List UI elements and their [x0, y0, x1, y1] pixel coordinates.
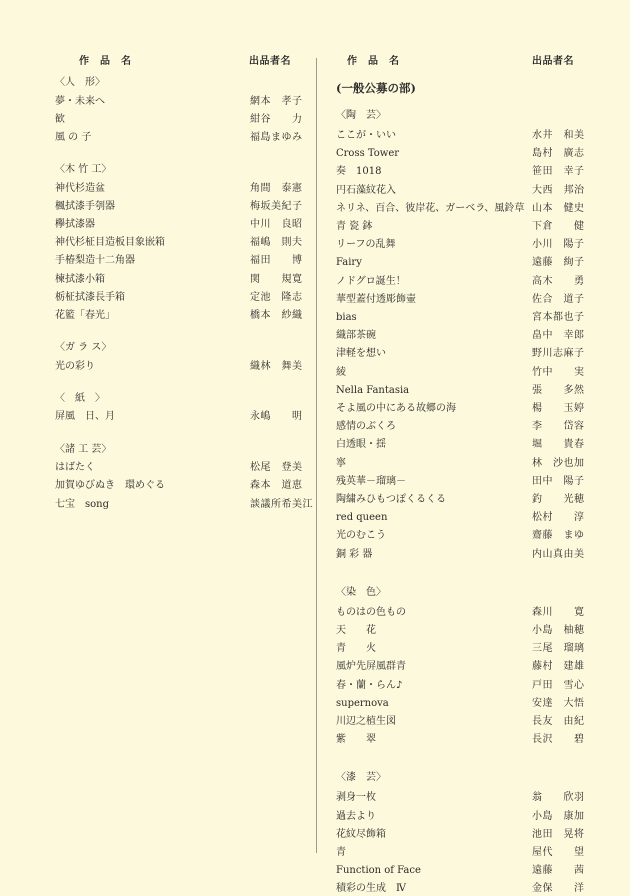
exhibitor-name: 遠藤 茜 — [532, 865, 585, 877]
entry-row — [336, 492, 586, 507]
exhibitor-name: 下倉 健 — [532, 221, 585, 232]
entry-row — [336, 510, 586, 525]
work-title: 屏風 日、月 — [55, 411, 115, 423]
work-title: ものはの色もの — [336, 606, 406, 618]
entry-row — [336, 292, 586, 307]
category-heading: 〈 紙 〉 — [55, 392, 105, 404]
category-heading: 〈木 竹 工〉 — [55, 164, 112, 176]
entry-row — [336, 237, 586, 252]
exhibitor-name: 池田 晃将 — [532, 828, 585, 840]
work-title: 円石藻紋花入 — [336, 184, 396, 196]
work-title: 歓 — [55, 113, 65, 125]
work-title: 綾 — [336, 366, 346, 378]
work-title: 華型蓋付透彫飾壷 — [336, 293, 416, 305]
exhibitor-name: 野川志麻子 — [532, 348, 585, 360]
work-title-header: 作 品 名 — [347, 56, 400, 67]
exhibitor-name: 小島 柚穂 — [532, 625, 585, 636]
exhibitor-name: 長沢 碧 — [532, 734, 585, 746]
work-title: 白透眼・揺 — [336, 439, 386, 451]
exhibitor-header: 出品者名 — [249, 56, 291, 67]
entry-row — [55, 308, 305, 323]
category-heading: 〈染 色〉 — [336, 586, 386, 598]
exhibitor-name: 遠藤 絢子 — [532, 257, 585, 269]
work-title: 織部茶碗 — [336, 330, 376, 342]
work-title: red queen — [336, 512, 388, 524]
work-title: 感情のぶくろ — [336, 421, 396, 433]
category-heading: 〈ガ ラ ス〉 — [55, 342, 112, 354]
exhibitor-name: 翁 欣羽 — [532, 792, 585, 804]
exhibitor-name: 関 規寛 — [250, 273, 303, 285]
entry-row — [336, 456, 586, 471]
exhibitor-name: 金保 洋 — [532, 883, 585, 895]
work-title: 神代杉柾目造板目象嵌箱 — [55, 237, 165, 249]
work-title: はばたく — [55, 462, 95, 474]
work-title: 天 花 — [336, 625, 376, 636]
exhibitor-name: 福田 博 — [250, 255, 303, 267]
exhibitor-name: 佐合 道子 — [532, 293, 585, 305]
work-title: 花紋尽飾箱 — [336, 828, 386, 840]
work-title-header: 作 品 名 — [79, 56, 132, 67]
entry-row — [336, 547, 586, 562]
entry-row — [336, 346, 586, 361]
exhibitor-name: 紺谷 力 — [250, 113, 303, 125]
entry-row — [336, 383, 586, 398]
work-title: 陶繍みひもつぽくるくる — [336, 494, 446, 505]
entry-row — [336, 809, 586, 824]
column-divider — [316, 58, 317, 853]
exhibitor-name: 藤村 建雄 — [532, 661, 585, 673]
exhibitor-name: 中川 良昭 — [250, 219, 303, 230]
exhibitor-name: 永嶋 明 — [250, 411, 303, 423]
entry-row — [336, 437, 586, 452]
category-heading: 〈陶 芸〉 — [336, 110, 386, 121]
exhibitor-name: 林 沙也加 — [532, 457, 585, 469]
entry-row — [336, 310, 586, 325]
category-heading: 〈漆 芸〉 — [336, 772, 386, 784]
work-title: リーフの乱舞 — [336, 239, 396, 251]
exhibitor-name: 森川 寛 — [532, 606, 585, 618]
entry-row — [336, 419, 586, 434]
work-title: 春・蘭・らん♪ — [336, 679, 403, 691]
work-title: 川辺之植生図 — [336, 716, 396, 727]
entry-row — [336, 274, 586, 289]
entry-row — [55, 272, 305, 287]
exhibitor-name: 内山真由美 — [532, 548, 585, 560]
work-title: 欅拭漆器 — [55, 219, 95, 230]
entry-row — [336, 881, 586, 896]
entry-row — [336, 201, 586, 216]
work-title: 青 火 — [336, 643, 376, 655]
exhibitor-name: 小島 康加 — [532, 810, 585, 822]
work-title: 風炉先屏風群青 — [336, 661, 406, 673]
entry-row — [55, 181, 305, 196]
exhibitor-name: 談議所希美江 — [250, 498, 313, 510]
entry-row — [336, 641, 586, 656]
section-title: (一般公募の部) — [336, 81, 416, 95]
exhibitor-name: 山本 健史 — [532, 202, 585, 214]
work-title: Nella Fantasia — [336, 384, 410, 396]
work-title: 寧 — [336, 457, 346, 469]
exhibitor-name: 屋代 望 — [532, 847, 585, 858]
work-title: ここが・いい — [336, 130, 396, 141]
category-heading: 〈諸 工 芸〉 — [55, 443, 112, 455]
work-title: ノドグロ誕生！ — [336, 275, 406, 287]
work-title: Function of Face — [336, 865, 421, 877]
exhibitor-name: 高木 勇 — [532, 275, 585, 287]
exhibitor-name: 楊 玉婷 — [532, 403, 585, 414]
entry-row — [55, 478, 305, 493]
exhibitor-name: 角間 泰憲 — [250, 182, 303, 194]
work-title: 夢・未来へ — [55, 95, 105, 107]
exhibitor-name: 釣 光穂 — [532, 494, 585, 505]
work-title: 楝拭漆小箱 — [55, 273, 105, 285]
exhibitor-name: 畠中 幸郎 — [532, 330, 585, 342]
work-title: 楓拭漆手刳器 — [55, 200, 115, 212]
entry-row — [55, 94, 305, 109]
entry-row — [336, 790, 586, 805]
entry-row — [336, 183, 586, 198]
work-title: 七宝 song — [55, 498, 109, 510]
work-title: 神代杉造盆 — [55, 182, 105, 194]
work-title: 積彩の生成 Ⅳ — [336, 883, 406, 895]
work-title: 銅 彩 器 — [336, 548, 373, 560]
exhibitor-name: 長友 由紀 — [532, 716, 585, 727]
work-title: 光の彩り — [55, 360, 95, 372]
work-title: 青 瓷 鉢 — [336, 221, 373, 232]
entry-row — [336, 128, 586, 143]
entry-row — [336, 678, 586, 693]
work-title: 残英華－瑠璃－ — [336, 475, 406, 487]
exhibitor-name: 笹田 幸子 — [532, 166, 585, 178]
exhibitor-name: 水井 和美 — [532, 130, 585, 141]
entry-row — [55, 235, 305, 250]
exhibitor-name: 張 多然 — [532, 384, 585, 396]
work-title: Fairy — [336, 257, 362, 269]
entry-row — [55, 217, 305, 232]
work-title: そよ風の中にある故郷の海 — [336, 403, 456, 414]
work-title: supernova — [336, 697, 389, 709]
exhibitor-name: 大西 邦治 — [532, 184, 585, 196]
entry-row — [336, 605, 586, 620]
entry-row — [336, 146, 586, 161]
exhibitor-name: 戸田 雪心 — [532, 679, 585, 691]
exhibitor-name: 安達 大悟 — [532, 697, 585, 709]
entry-row — [55, 253, 305, 268]
category-heading: 〈人 形〉 — [55, 77, 105, 88]
exhibitor-name: 竹中 実 — [532, 366, 585, 378]
entry-row — [336, 401, 586, 416]
exhibitor-name: 小川 陽子 — [532, 239, 585, 251]
exhibitor-header: 出品者名 — [532, 56, 574, 67]
entry-row — [336, 474, 586, 489]
exhibitor-name: 松村 淳 — [532, 512, 585, 524]
exhibitor-name: 梅坂美紀子 — [250, 200, 303, 212]
exhibitor-name: 齋藤 まゆ — [532, 530, 585, 542]
entry-row — [336, 255, 586, 270]
exhibitor-name: 網本 孝子 — [250, 95, 303, 107]
exhibitor-name: 橋本 紗織 — [250, 310, 303, 321]
exhibitor-name: 島村 廣志 — [532, 148, 585, 160]
work-title: 花籃「春光」 — [55, 310, 115, 321]
work-title: 津軽を想い — [336, 348, 386, 360]
exhibitor-name: 李 岱容 — [532, 421, 585, 433]
entry-row — [336, 328, 586, 343]
work-title: 過去より — [336, 810, 376, 822]
entry-row — [55, 460, 305, 475]
entry-row — [336, 164, 586, 179]
entry-row — [55, 112, 305, 127]
entry-row — [336, 528, 586, 543]
exhibitor-name: 定池 隆志 — [250, 291, 303, 303]
exhibitor-name: 三尾 瑠璃 — [532, 643, 585, 655]
work-title: bias — [336, 312, 357, 323]
exhibitor-name: 松尾 登美 — [250, 462, 303, 474]
exhibitor-name: 堀 貴春 — [532, 439, 585, 451]
work-title: 栃柾拭漆長手箱 — [55, 291, 125, 303]
work-title: 風 の 子 — [55, 131, 92, 143]
entry-row — [336, 219, 586, 234]
work-title: Cross Tower — [336, 148, 400, 160]
entry-row — [336, 827, 586, 842]
work-title: 紫 翠 — [336, 734, 376, 746]
entry-row — [55, 409, 305, 424]
exhibitor-name: 森本 道恵 — [250, 480, 303, 492]
exhibitor-name: 織林 舞美 — [250, 360, 303, 372]
work-title: 奏 1018 — [336, 166, 382, 178]
entry-row — [336, 732, 586, 747]
entry-row — [55, 290, 305, 305]
exhibitor-name: 福嶋 則夫 — [250, 237, 303, 249]
entry-row — [336, 845, 586, 860]
entry-row — [336, 714, 586, 729]
work-title: 手椿梨造十二角器 — [55, 255, 135, 267]
work-title: 青 — [336, 847, 346, 858]
exhibitor-name: 田中 陽子 — [532, 475, 585, 487]
work-title: 光のむこう — [336, 530, 386, 542]
entry-row — [55, 359, 305, 374]
entry-row — [336, 659, 586, 674]
entry-row — [55, 130, 305, 145]
exhibitor-name: 福島まゆみ — [250, 131, 303, 143]
entry-row — [55, 199, 305, 214]
work-title: ネリネ、百合、彼岸花、ガーベラ、風鈴草 — [336, 202, 525, 214]
entry-row — [336, 365, 586, 380]
entry-row — [55, 497, 313, 512]
work-title: 加賀ゆびぬき 環めぐる — [55, 480, 165, 492]
work-title: 剥身一枚 — [336, 792, 376, 804]
exhibitor-name: 宮本都也子 — [532, 312, 585, 323]
entry-row — [336, 696, 586, 711]
entry-row — [336, 623, 586, 638]
entry-row — [336, 863, 586, 878]
